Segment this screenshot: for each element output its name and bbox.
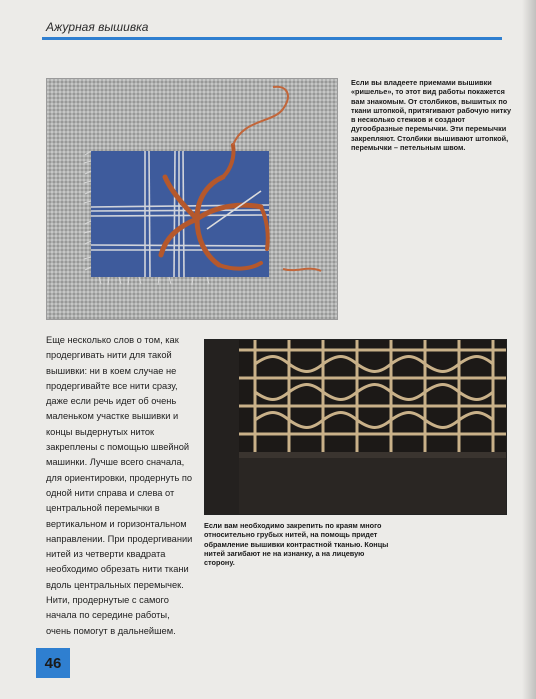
header-rule bbox=[42, 37, 502, 40]
blue-underlay bbox=[91, 151, 269, 277]
caption-bottom-photo: Если вам необходимо закрепить по краям много относительно грубых нитей, на помощь придет обрамление вышивки контрастной тканью. Концы нитей загибают не на изнанку, а на лицевую сторону. bbox=[204, 521, 389, 568]
section-title: Ажурная вышивка bbox=[46, 20, 149, 34]
lace-photo-bottom bbox=[204, 339, 507, 515]
side-frame bbox=[205, 340, 239, 514]
body-paragraph: Еще несколько слов о том, как продергивать нити для такой вышивки: ни в коем случае не продергивайте все нити сразу, даже если речь идет об очень маленьком участке вышивки и концы выдернутых ниток закреплены с помощью швейной машинки. Лучше всего сначала, для ориентировки, продернуть по одной нити справа и слева от центральной перемычки в вертикальном и горизонтальном направлении. При продергивании нитей из четверти квадрата необходимо обрезать нити ткани вдоль центральных перемычек. Нити, продернутые с самого начала по середине работы, очень помогут в дальнейшем. bbox=[46, 335, 193, 636]
lace-illustration-bottom bbox=[205, 340, 506, 514]
embroidery-photo-top bbox=[46, 78, 338, 320]
embroidery-illustration-top bbox=[47, 79, 337, 319]
page-number: 46 bbox=[44, 654, 62, 672]
page-number-badge bbox=[36, 648, 70, 678]
fold-edge bbox=[239, 452, 506, 458]
page-edge-shadow bbox=[522, 0, 536, 699]
caption-top-photo: Если вы владеете приемами вышивки «ришелье», то этот вид работы покажется вам знакомым. От столбиков, вышитых по ткани штопкой, притягивают рабочую нитку в несколько стежков и создают дугообразные перемычки. Эти перемычки закрепляют. Столбики вышивают штопкой, перемычки – петельным швом. bbox=[351, 78, 512, 153]
